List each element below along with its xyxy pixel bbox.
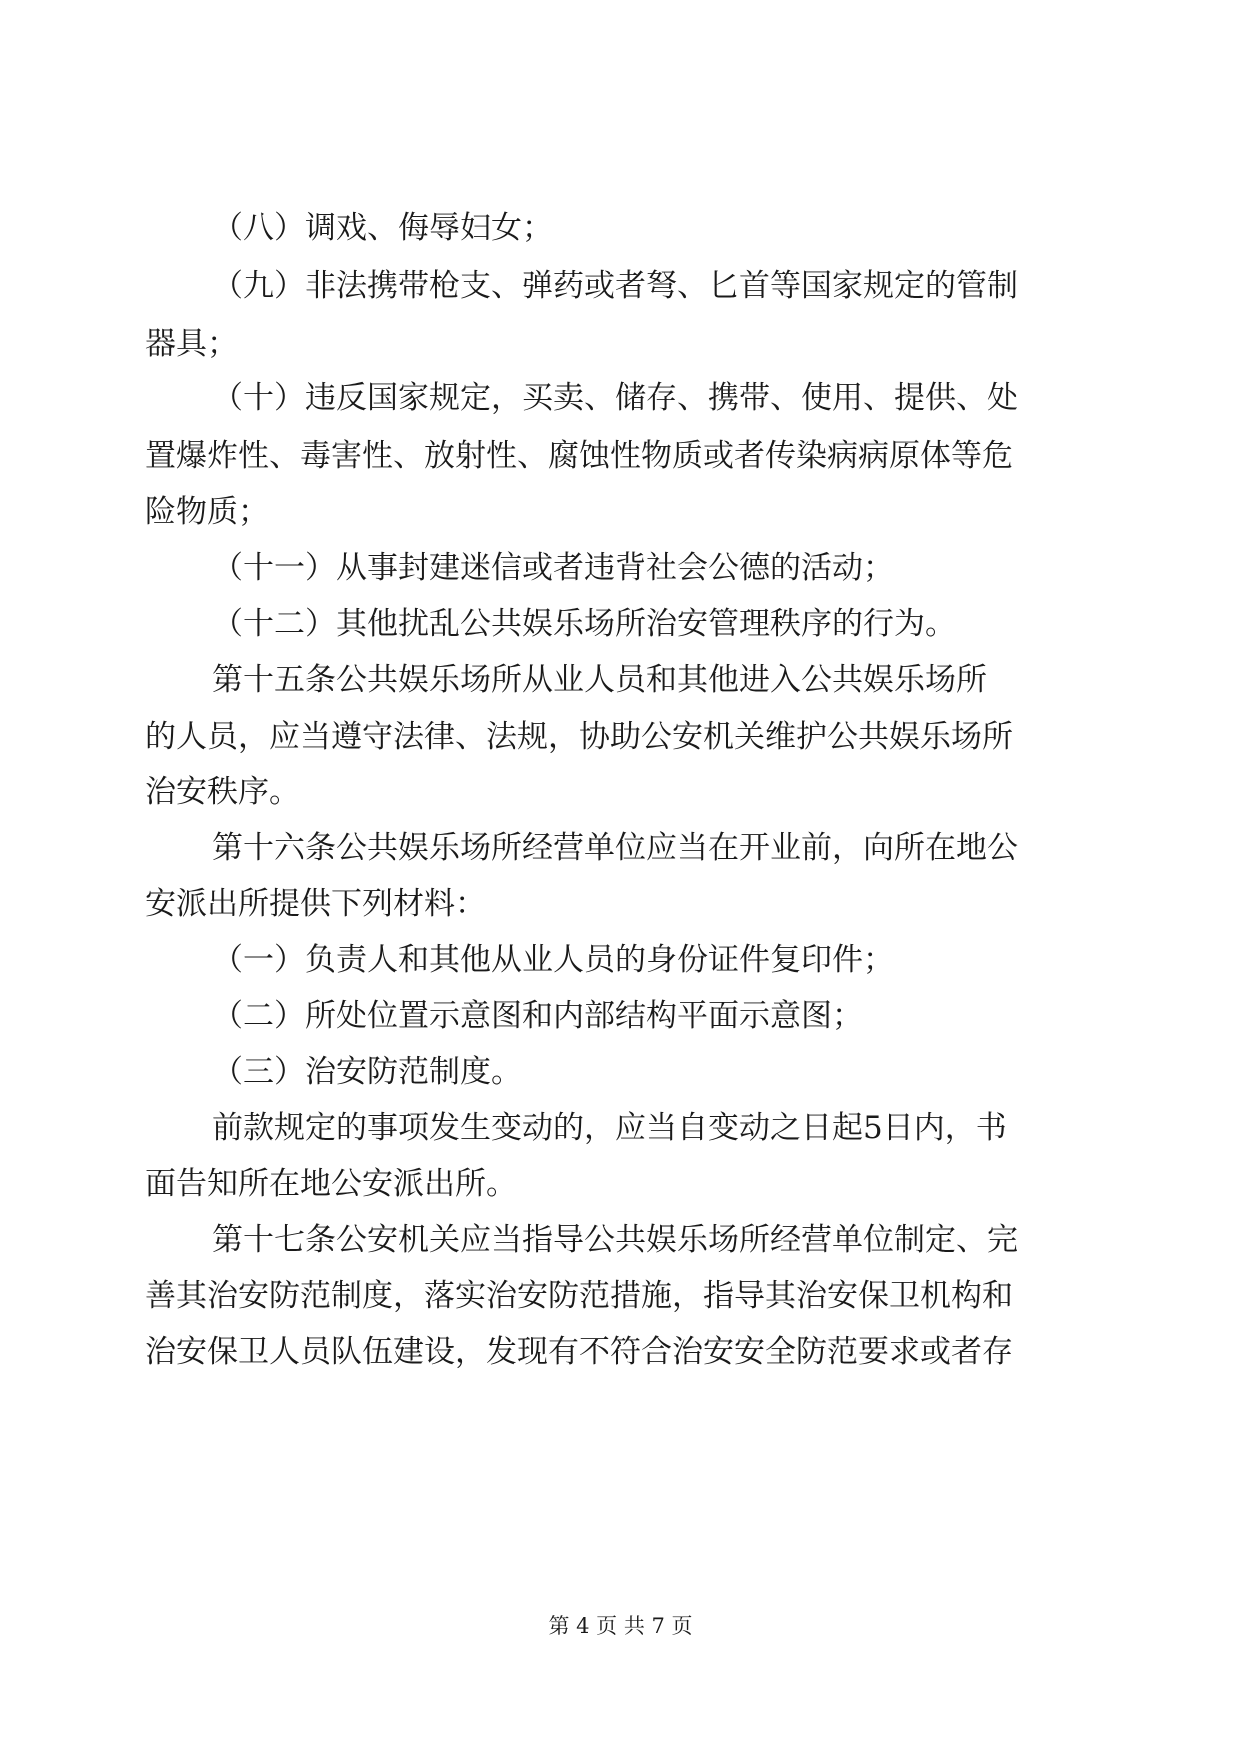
text-line: （一）负责人和其他从业人员的身份证件复印件；	[212, 942, 894, 978]
text-line: （十二）其他扰乱公共娱乐场所治安管理秩序的行为。	[212, 606, 956, 642]
text-line: 险物质；	[145, 494, 269, 530]
text-line: 第 十 七 条 公 安 机 关 应 当 指 导 公 共 娱 乐 场 所 经 营 单 位 制 定 、 完	[212, 1222, 1018, 1258]
text-line: （ 十 ） 违 反 国 家 规 定 ， 买 卖 、 储 存 、 携 带 、 使 用 、 提 供 、 处	[212, 380, 1018, 416]
text-line: 第 十 五 条 公 共 娱 乐 场 所 从 业 人 员 和 其 他 进 入 公 共 娱 乐 场 所	[212, 662, 987, 698]
page-footer: 第 4 页 共 7 页	[548, 1614, 693, 1638]
text-line: 置 爆 炸 性 、 毒 害 性 、 放 射 性 、 腐 蚀 性 物 质 或 者 传 染 病 病 原 体 等 危	[145, 438, 1013, 474]
text-line: 安派出所提供下列材料：	[145, 886, 486, 922]
text-line: 器具；	[145, 326, 238, 362]
text-line: 治 安 保 卫 人 员 队 伍 建 设 ， 发 现 有 不 符 合 治 安 安 全 防 范 要 求 或 者 存	[145, 1334, 1013, 1370]
text-line: （八）调戏、侮辱妇女；	[212, 210, 553, 246]
text-line: 面告知所在地公安派出所。	[145, 1166, 517, 1202]
text-line: （ 九 ） 非 法 携 带 枪 支 、 弹 药 或 者 弩 、 匕 首 等 国 家 规 定 的 管 制	[212, 268, 1018, 304]
text-line: 治安秩序。	[145, 774, 300, 810]
text-line: （二）所处位置示意图和内部结构平面示意图；	[212, 998, 863, 1034]
text-line: 第 十 六 条 公 共 娱 乐 场 所 经 营 单 位 应 当 在 开 业 前 ， 向 所 在 地 公	[212, 830, 1018, 866]
text-line: 前 款 规 定 的 事 项 发 生 变 动 的 ， 应 当 自 变 动 之 日 起 5 日 内 ， 书	[212, 1110, 1007, 1146]
text-line: （三）治安防范制度。	[212, 1054, 522, 1090]
text-line: （十一）从事封建迷信或者违背社会公德的活动；	[212, 550, 894, 586]
text-line: 的 人 员 ， 应 当 遵 守 法 律 、 法 规 ， 协 助 公 安 机 关 维 护 公 共 娱 乐 场 所	[145, 719, 1013, 755]
text-line: 善 其 治 安 防 范 制 度 ， 落 实 治 安 防 范 措 施 ， 指 导 其 治 安 保 卫 机 构 和	[145, 1278, 1013, 1314]
